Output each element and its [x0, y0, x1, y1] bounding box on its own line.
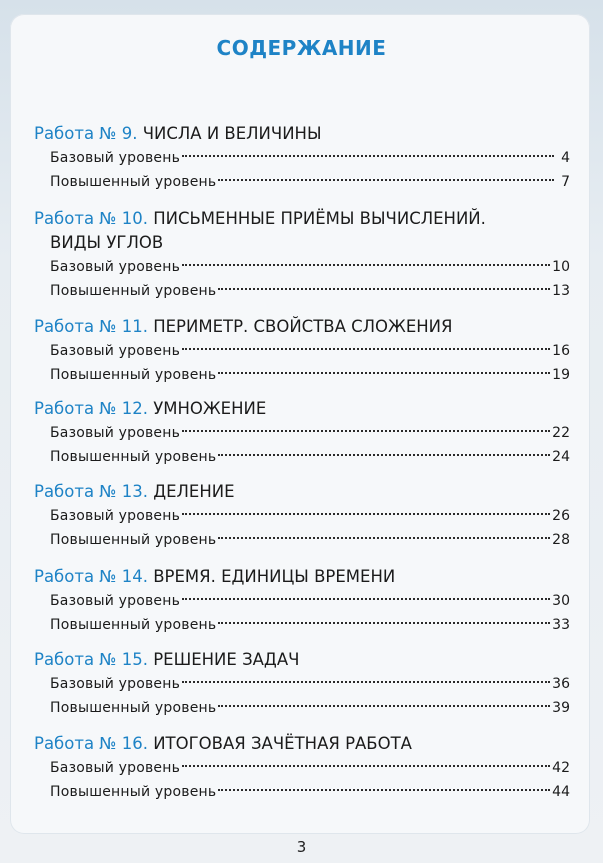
dot-leader	[182, 598, 550, 600]
toc-entry-label: Повышенный уровень	[50, 784, 217, 800]
toc-entry-label: Повышенный уровень	[50, 174, 217, 190]
work-number: Работа № 11.	[34, 317, 148, 336]
toc-entry-page: 39	[552, 700, 570, 716]
toc-section-heading[interactable]	[34, 480, 570, 504]
toc-entry-label: Базовый уровень	[50, 593, 181, 609]
toc-entry-page: 13	[552, 283, 570, 299]
toc-entry-label: Повышенный уровень	[50, 367, 217, 383]
work-title-continuation: ВИДЫ УГЛОВ	[50, 233, 164, 252]
work-title: ВРЕМЯ. ЕДИНИЦЫ ВРЕМЕНИ	[153, 567, 396, 586]
toc-section	[34, 397, 570, 469]
toc-entry-label: Повышенный уровень	[50, 283, 217, 299]
work-title: РЕШЕНИЕ ЗАДАЧ	[153, 650, 300, 669]
toc-entry-label: Базовый уровень	[50, 676, 181, 692]
toc-entry[interactable]	[34, 279, 570, 303]
page-number: 3	[296, 838, 307, 856]
toc-entry[interactable]	[34, 146, 570, 170]
toc-entry-label: Базовый уровень	[50, 259, 181, 275]
toc-entry-page: 44	[552, 784, 570, 800]
dot-leader	[218, 789, 550, 791]
toc-section-heading[interactable]	[34, 732, 570, 756]
toc-entry-page: 26	[552, 508, 570, 524]
toc-section-heading[interactable]	[34, 315, 570, 339]
toc-entry-label: Базовый уровень	[50, 508, 181, 524]
toc-entry-page: 4	[561, 150, 570, 166]
dot-leader	[218, 622, 550, 624]
work-number: Работа № 16.	[34, 734, 148, 753]
dot-leader	[182, 765, 550, 767]
toc-entry[interactable]	[34, 363, 570, 387]
toc-entry-page: 16	[552, 343, 570, 359]
toc-entry-page: 30	[552, 593, 570, 609]
work-number: Работа № 10.	[34, 209, 148, 228]
toc-entry-page: 10	[552, 259, 570, 275]
toc-entry-page: 33	[552, 617, 570, 633]
dot-leader	[218, 454, 550, 456]
toc-entry-label: Базовый уровень	[50, 150, 181, 166]
toc-section-heading[interactable]	[34, 565, 570, 589]
toc-entry-page: 22	[552, 425, 570, 441]
toc-entry-label: Повышенный уровень	[50, 532, 217, 548]
dot-leader	[218, 288, 550, 290]
toc-section	[34, 315, 570, 387]
toc-entry-page: 7	[561, 174, 570, 190]
toc-section	[34, 207, 570, 303]
dot-leader	[182, 430, 550, 432]
toc-entry-label: Базовый уровень	[50, 343, 181, 359]
toc-entry[interactable]	[34, 339, 570, 363]
toc-entry-label: Повышенный уровень	[50, 617, 217, 633]
toc-section	[34, 732, 570, 804]
toc-entry[interactable]	[34, 445, 570, 469]
dot-leader	[182, 681, 550, 683]
toc-section	[34, 122, 570, 194]
toc-entry[interactable]	[34, 756, 570, 780]
toc-entry[interactable]	[34, 421, 570, 445]
toc-entry[interactable]	[34, 528, 570, 552]
toc-entry[interactable]	[34, 255, 570, 279]
dot-leader	[182, 513, 550, 515]
dot-leader	[218, 537, 550, 539]
work-number: Работа № 12.	[34, 399, 148, 418]
toc-entry[interactable]	[34, 613, 570, 637]
toc-entry-page: 28	[552, 532, 570, 548]
work-title: ЧИСЛА И ВЕЛИЧИНЫ	[142, 124, 322, 143]
toc-entry-label: Повышенный уровень	[50, 449, 217, 465]
dot-leader	[182, 264, 550, 266]
work-title: ПЕРИМЕТР. СВОЙСТВА СЛОЖЕНИЯ	[153, 317, 453, 336]
toc-entry-label: Повышенный уровень	[50, 700, 217, 716]
toc-entry[interactable]	[34, 780, 570, 804]
toc-section-heading[interactable]	[34, 122, 570, 146]
work-title: ПИСЬМЕННЫЕ ПРИЁМЫ ВЫЧИСЛЕНИЙ.	[153, 209, 486, 228]
dot-leader	[218, 372, 550, 374]
work-title: УМНОЖЕНИЕ	[153, 399, 267, 418]
toc-section-heading[interactable]	[34, 207, 570, 231]
toc-section	[34, 565, 570, 637]
toc-section	[34, 480, 570, 552]
toc-entry-label: Базовый уровень	[50, 425, 181, 441]
page-title: СОДЕРЖАНИЕ	[216, 36, 387, 60]
dot-leader	[182, 155, 554, 157]
dot-leader	[218, 705, 550, 707]
toc-section	[34, 648, 570, 720]
dot-leader	[218, 179, 554, 181]
toc-entry-page: 24	[552, 449, 570, 465]
toc-entry[interactable]	[34, 672, 570, 696]
toc-entry-page: 36	[552, 676, 570, 692]
toc-entry[interactable]	[34, 504, 570, 528]
work-title: ДЕЛЕНИЕ	[153, 482, 235, 501]
toc-section-heading[interactable]	[34, 397, 570, 421]
toc-entry[interactable]	[34, 696, 570, 720]
toc-entry-page: 42	[552, 760, 570, 776]
work-number: Работа № 9.	[34, 124, 138, 143]
dot-leader	[182, 348, 550, 350]
work-number: Работа № 15.	[34, 650, 148, 669]
toc-entry-label: Базовый уровень	[50, 760, 181, 776]
toc-section-heading[interactable]	[34, 648, 570, 672]
work-title: ИТОГОВАЯ ЗАЧЁТНАЯ РАБОТА	[153, 734, 412, 753]
toc-entry[interactable]	[34, 170, 570, 194]
work-number: Работа № 14.	[34, 567, 148, 586]
work-number: Работа № 13.	[34, 482, 148, 501]
toc-entry[interactable]	[34, 589, 570, 613]
toc-entry-page: 19	[552, 367, 570, 383]
